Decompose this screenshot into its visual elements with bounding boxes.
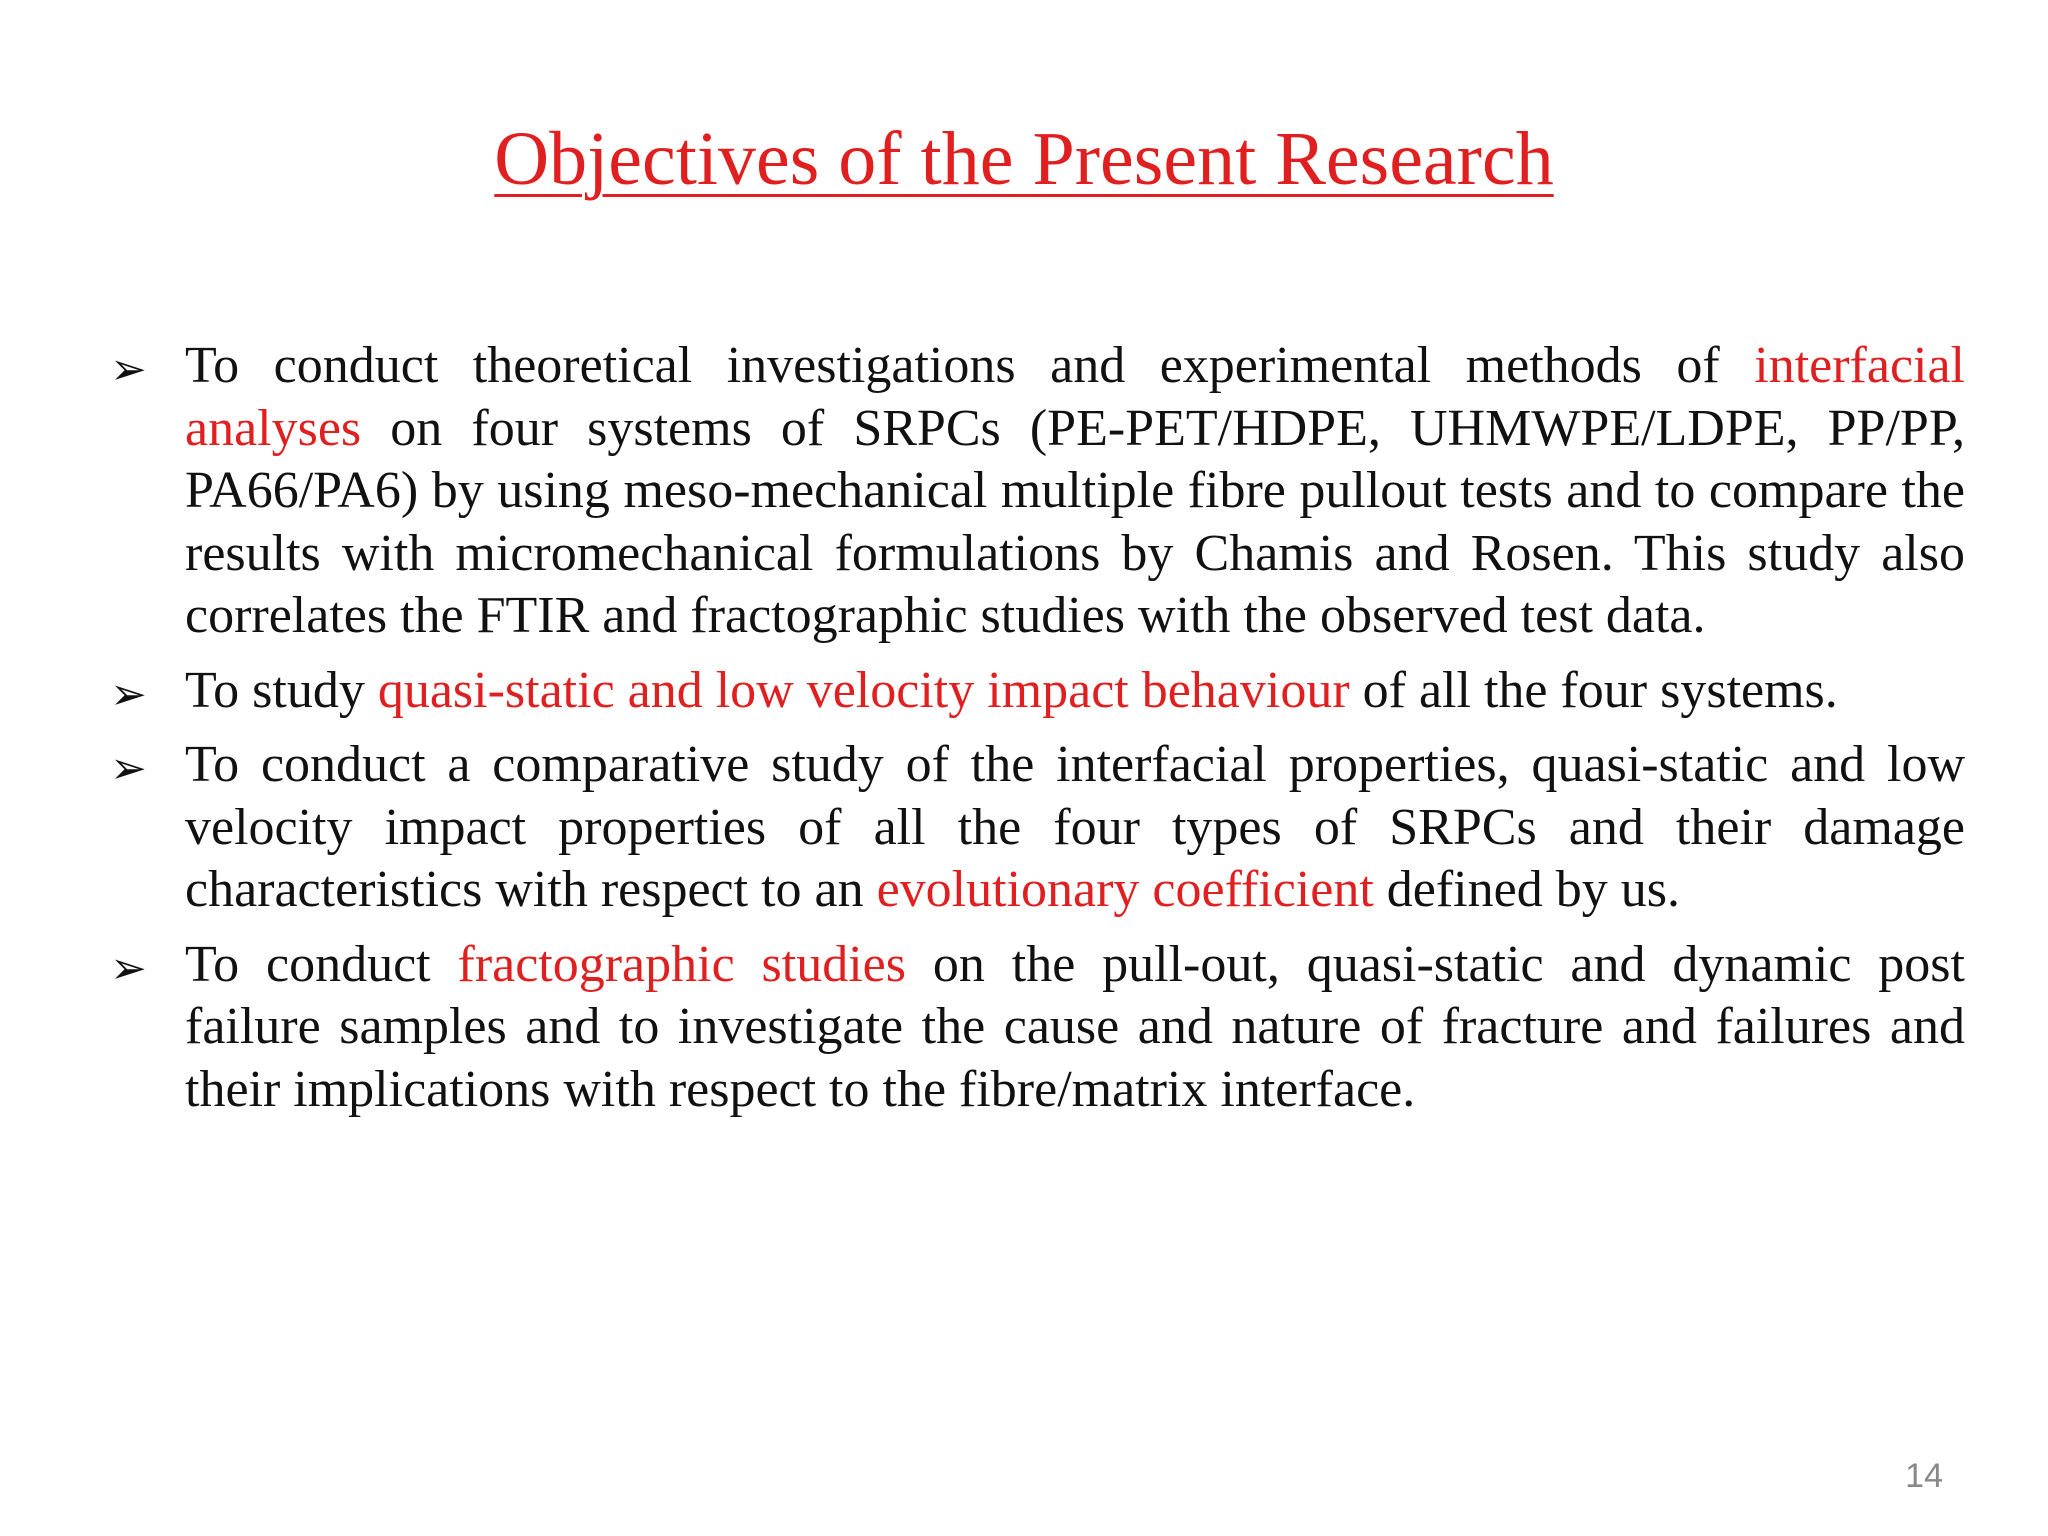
objective-4-text-start: To conduct — [185, 935, 458, 993]
objective-item-2 — [110, 660, 1965, 723]
objective-2-text-start: To study — [185, 661, 378, 719]
objective-2-highlight: quasi-static and low velocity impact behaviour — [377, 661, 1350, 719]
page-number: 14 — [1905, 1457, 1943, 1495]
objective-item-3 — [110, 734, 1965, 922]
objective-text-1 — [185, 335, 1965, 648]
objective-3-highlight: evolutionary coefficient — [876, 861, 1374, 918]
objective-item-4 — [110, 934, 1965, 1122]
objectives-list — [110, 335, 1965, 1133]
objective-2-text-end: of all the four systems. — [1349, 661, 1838, 719]
objective-3-text-end: defined by us. — [1373, 861, 1680, 918]
objective-3-text-start: To conduct a comparative study of the interfacial properties, quasi-static and low velocity impact properties of all the four types of SRPCs and their damage characteristics with respect to an — [185, 736, 1965, 918]
arrowhead-bullet-icon: ➢ — [110, 668, 147, 720]
arrowhead-bullet-icon: ➢ — [110, 942, 147, 994]
objective-1-text-start: To conduct theoretical investigations and experimental methods of — [185, 337, 1755, 394]
objective-item-1 — [110, 335, 1965, 648]
objective-4-text-end: on the pull-out, quasi-static and dynamic post failure samples and to investigate the cause and nature of fracture and failures and their implications with respect to the fibre/matrix interface. — [185, 935, 1965, 1118]
arrowhead-bullet-icon: ➢ — [110, 743, 147, 794]
objective-text-3 — [185, 734, 1965, 922]
objective-4-highlight: fractographic studies — [457, 935, 906, 993]
arrowhead-bullet-icon: ➢ — [110, 344, 147, 395]
objective-1-highlight: interfacial analyses — [185, 337, 1965, 457]
slide-title: Objectives of the Present Research — [494, 117, 1554, 201]
objective-text-2 — [185, 660, 1965, 723]
objective-1-text-end: on four systems of SRPCs (PE-PET/HDPE, UHMWPE/LDPE, PP/PP, PA66/PA6) by using meso-mechanical multiple fibre pullout tests and to compare the results with micromechanical formulations by Chamis and Rosen. This study also correlates the FTIR and fractographic studies with the observed test data. — [185, 399, 1965, 644]
objective-text-4 — [185, 934, 1965, 1122]
